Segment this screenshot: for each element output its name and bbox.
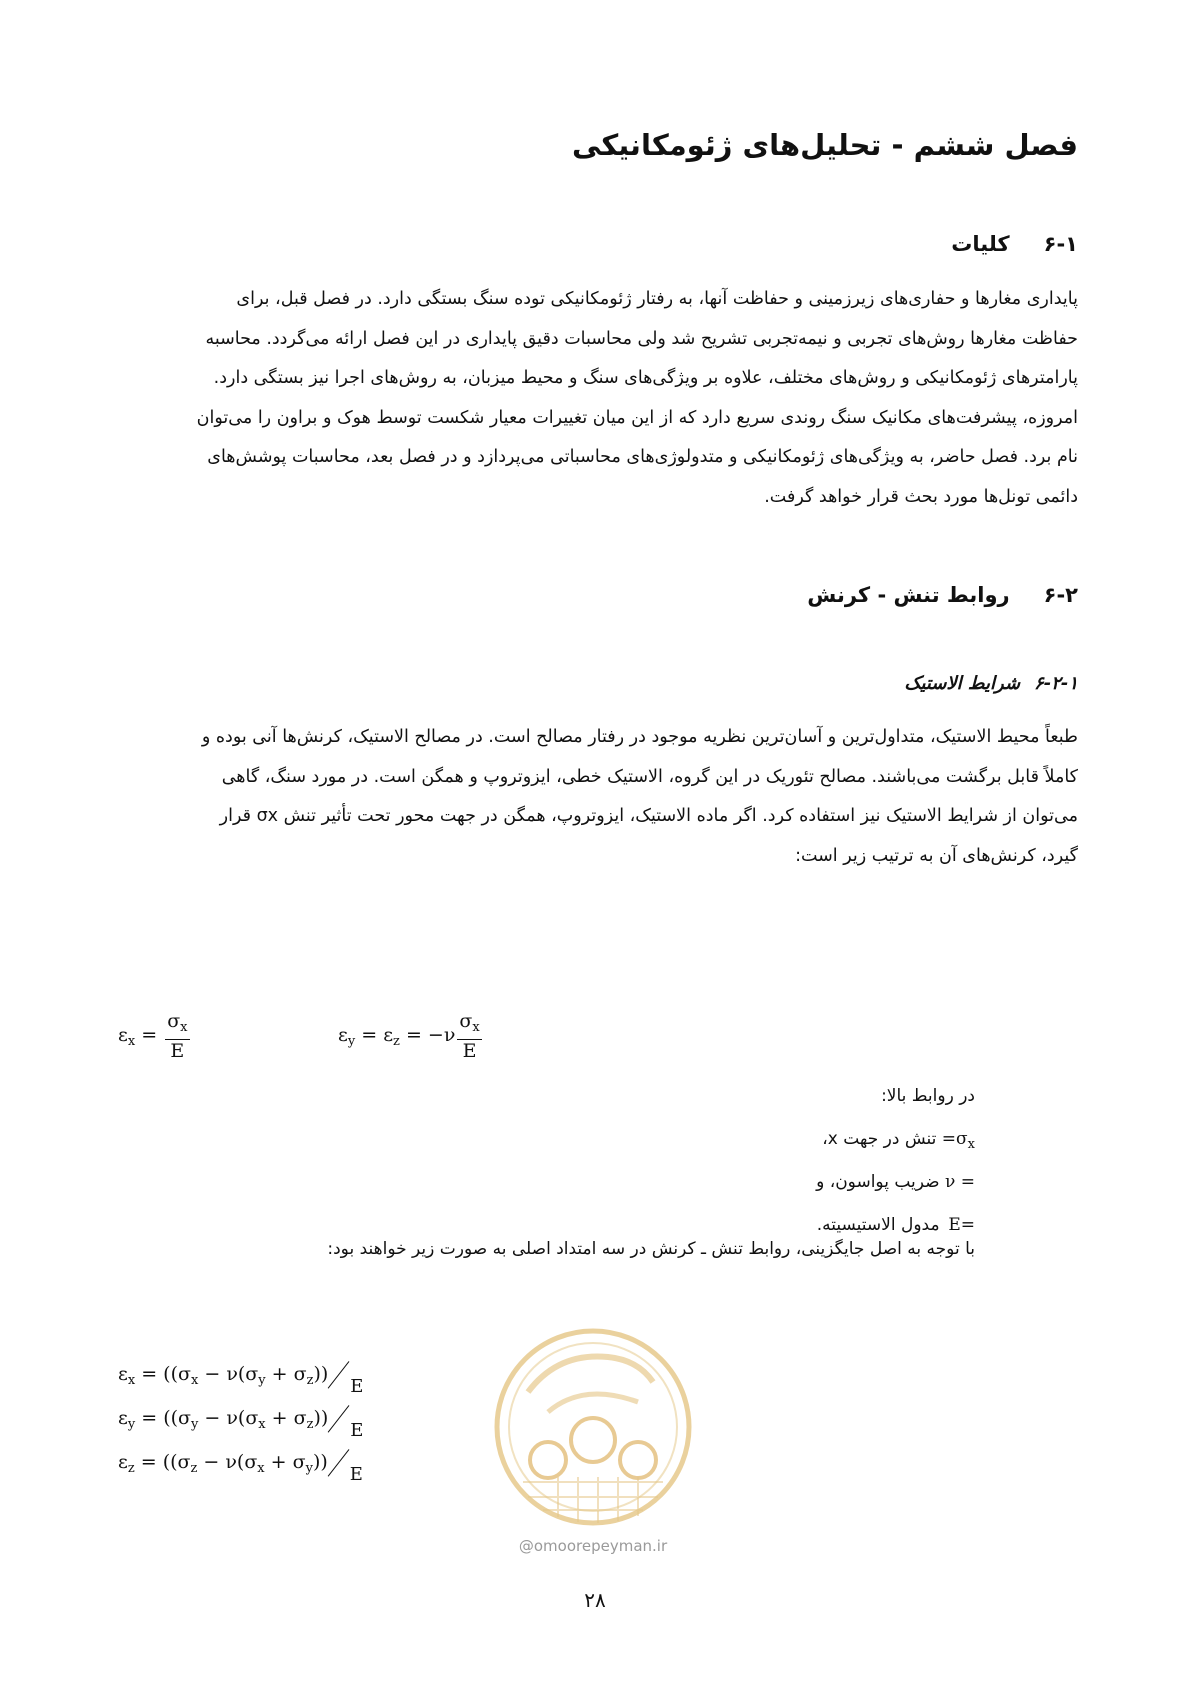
paragraph-line: نام برد. فصل حاضر، به ویژگی‌های ژئومکانیکی و متدولوژی‌های محاسباتی می‌پردازد و در فصل بعد، محاسبات پوشش‌های [207,447,1078,467]
fraction: $\frac{\sigma_x}{E}$ [167,1010,188,1062]
definition-item [816,1161,975,1204]
paragraph-elastic [112,718,1078,876]
paragraph-line: پایداری مغارها و حفاری‌های زیرزمینی و حفاظت آنها، به رفتار ژئومکانیکی توده سنگ بستگی دارد. در فصل قبل، برای [236,289,1078,309]
subsection-number: ۶-۲-۱ [1034,673,1078,694]
watermark-logo-icon [488,1312,698,1552]
substitution-intro: با توجه به اصل جایگزینی، روابط تنش ـ کرنش در سه امتداد اصلی به صورت زیر خواهند بود: [327,1239,975,1259]
watermark-text: @omoorepeyman.ir [518,1537,668,1555]
definition-symbol: E= [948,1215,975,1235]
paragraph-line: می‌توان از شرایط الاستیک نیز استفاده کرد. اگر ماده الاستیک، ایزوتروپ، همگن در جهت محور تحت تأثیر تنش σx قرار [219,806,1078,826]
section-number: ۶-۲ [1043,583,1078,607]
paragraph-general [112,280,1078,517]
definition-text: مدول الاستیسیته. [816,1215,940,1235]
section-heading-stress-strain [807,583,1078,607]
subsection-title: شرایط الاستیک [904,673,1021,694]
subsection-heading-elastic [904,673,1078,694]
paragraph-line: امروزه، پیشرفت‌های مکانیک سنگ روندی سریع دارد که از این میان تغییرات معیار شکست توسط هوک و براون را می‌توان [196,407,1078,428]
equation-line: $\varepsilon_x = ((\sigma_x - \nu(\sigma_y + \sigma_z))E$ [118,1363,364,1397]
definitions-intro: در روابط بالا: [881,1086,975,1106]
paragraph-line: گیرد، کرنش‌های آن به ترتیب زیر است: [795,845,1078,866]
paragraph-line: کاملاً قابل برگشت می‌باشند. مصالح تئوریک در این گروه، الاستیک خطی، ایزوتروپ و همگن است. در مورد سنگ، گاهی [221,766,1078,787]
stress-strain-equations [118,1352,363,1484]
fraction: $\frac{\sigma_x}{E}$ [459,1010,480,1062]
definition-symbol: $=\sigma_x$ [941,1129,975,1152]
definition-item [816,1118,975,1161]
section-title: روابط تنش - کرنش [807,583,1010,607]
equation-strain-x: $\varepsilon_x$ = $\frac{\sigma_x}{E}$ [118,1010,188,1062]
paragraph-line: حفاظت مغارها روش‌های تجربی و نیمه‌تجربی تشریح شد ولی محاسبات دقیق پایداری در این فصل ارائه می‌گردد. محاسبه [205,328,1078,349]
definitions-list [816,1075,975,1247]
section-title: کلیات [951,232,1010,256]
section-heading-general [951,232,1078,256]
definition-text: تنش در جهت x، [822,1129,937,1149]
section-number: ۶-۱ [1043,232,1078,256]
page-number: ۲۸ [584,1588,606,1612]
definition-text: ضریب پواسون، و [816,1172,940,1192]
equation-strain-yz: $\varepsilon_y = \varepsilon_z = -\nu$ $\frac{\sigma_x}{E}$ [338,1010,480,1062]
equation-line: $\varepsilon_z = ((\sigma_z - \nu(\sigma_x + \sigma_y))E$ [118,1451,363,1485]
paragraph-line: دائمی تونل‌ها مورد بحث قرار خواهد گرفت. [764,486,1078,507]
equation-line: $\varepsilon_y = ((\sigma_y - \nu(\sigma_x + \sigma_z))E$ [118,1407,364,1441]
paragraph-line: پارامترهای ژئومکانیکی و روش‌های مختلف، علاوه بر ویژگی‌های سنگ و محیط میزبان، به روش‌های اجرا نیز بستگی دارد. [213,368,1078,388]
definition-symbol: ν = [945,1172,975,1192]
chapter-title: فصل ششم - تحلیل‌های ژئومکانیکی [572,128,1078,162]
paragraph-line: طبعاً محیط الاستیک، متداول‌ترین و آسان‌ترین نظریه موجود در رفتار مصالح است. در مصالح الاستیک، کرنش‌ها آنی بوده و [201,727,1078,747]
